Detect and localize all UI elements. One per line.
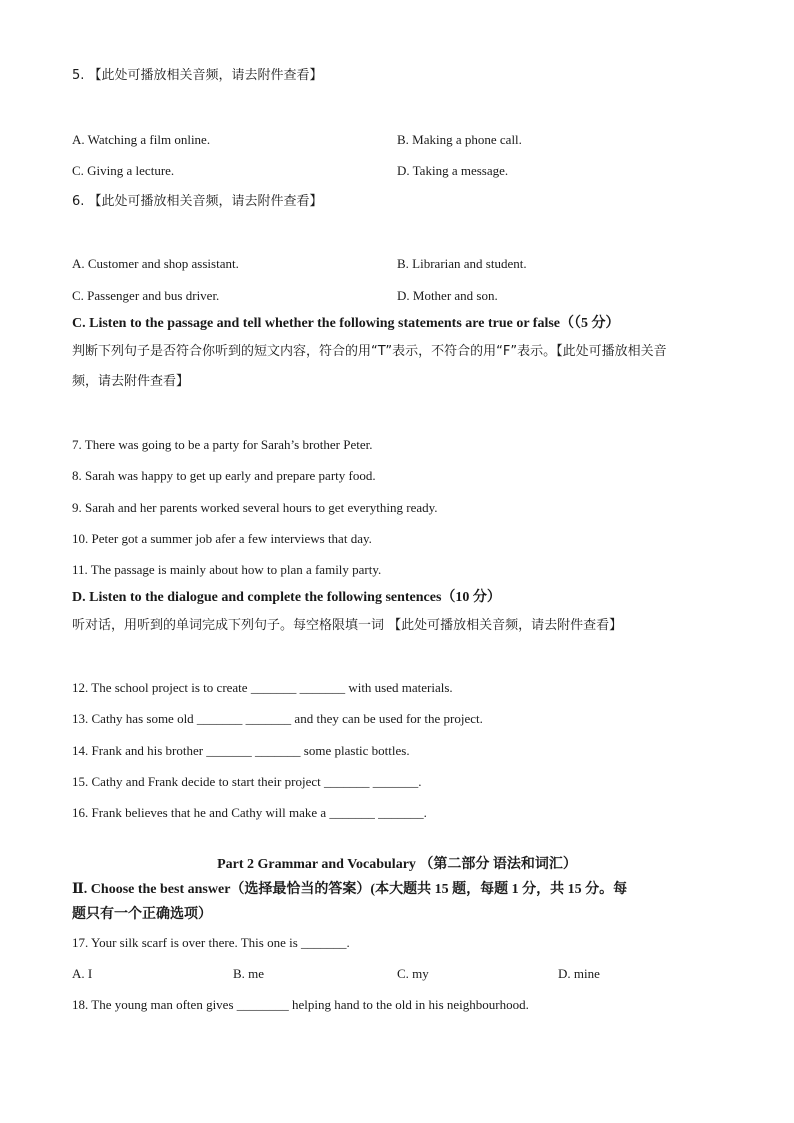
statement-11: 11. The passage is mainly about how to plan a family party. bbox=[72, 562, 382, 577]
q5-option-b: B. Making a phone call. bbox=[397, 132, 522, 147]
statement-10: 10. Peter got a summer job afer a few interviews that day. bbox=[72, 531, 372, 546]
statement-8: 8. Sarah was happy to get up early and prepare party food. bbox=[72, 468, 376, 483]
section-d-instruction: 听对话，用听到的单词完成下列句子。每空格限填一词 【此处可播放相关音频，请去附件查看】 bbox=[72, 618, 623, 633]
question-6-prompt: 6. 【此处可播放相关音频，请去附件查看】 bbox=[72, 194, 323, 209]
sentence-16: 16. Frank believes that he and Cathy will make a _______ _______. bbox=[72, 805, 427, 820]
question-17-text: 17. Your silk scarf is over there. This one is _______. bbox=[72, 935, 350, 950]
section-d-heading: D. Listen to the dialogue and complete the following sentences（10 分） bbox=[72, 590, 501, 605]
q17-option-d: D. mine bbox=[558, 966, 600, 981]
statement-9: 9. Sarah and her parents worked several hours to get everything ready. bbox=[72, 500, 438, 515]
q5-option-c: C. Giving a lecture. bbox=[72, 163, 175, 178]
q6-option-d: D. Mother and son. bbox=[397, 288, 498, 303]
sentence-15: 15. Cathy and Frank decide to start their project _______ _______. bbox=[72, 774, 422, 789]
part-2-heading-2: 题只有一个正确选项） bbox=[72, 907, 212, 922]
question-18-text: 18. The young man often gives ________ helping hand to the old in his neighbourhood. bbox=[72, 997, 529, 1012]
section-c-instruction-1: 判断下列句子是否符合你听到的短文内容，符合的用“T”表示，不符合的用“F”表示。【此处可播放相关音 bbox=[72, 344, 667, 359]
q5-option-d: D. Taking a message. bbox=[397, 163, 509, 178]
part-2-title: Part 2 Grammar and Vocabulary （第二部分 语法和词汇） bbox=[217, 857, 577, 872]
q17-option-c: C. my bbox=[397, 966, 429, 981]
q5-option-a: A. Watching a film online. bbox=[72, 132, 211, 147]
q6-option-b: B. Librarian and student. bbox=[397, 256, 527, 271]
statement-7: 7. There was going to be a party for Sarah’s brother Peter. bbox=[72, 437, 373, 452]
sentence-13: 13. Cathy has some old _______ _______ and they can be used for the project. bbox=[72, 711, 483, 726]
section-c-heading: C. Listen to the passage and tell whether the following statements are true or false（（5 分） bbox=[72, 316, 620, 331]
q17-option-a: A. I bbox=[72, 966, 93, 981]
question-5-prompt: 5. 【此处可播放相关音频，请去附件查看】 bbox=[72, 68, 323, 83]
q17-option-b: B. me bbox=[233, 966, 265, 981]
part-2-heading-1: Ⅱ. Choose the best answer（选择最恰当的答案）(本大题共 15 题，每题 1 分，共 15 分。每 bbox=[72, 882, 628, 897]
sentence-12: 12. The school project is to create _______ _______ with used materials. bbox=[72, 680, 453, 695]
q6-option-c: C. Passenger and bus driver. bbox=[72, 288, 220, 303]
q6-option-a: A. Customer and shop assistant. bbox=[72, 256, 239, 271]
section-c-instruction-2: 频，请去附件查看】 bbox=[72, 374, 190, 389]
sentence-14: 14. Frank and his brother _______ _______ some plastic bottles. bbox=[72, 743, 410, 758]
